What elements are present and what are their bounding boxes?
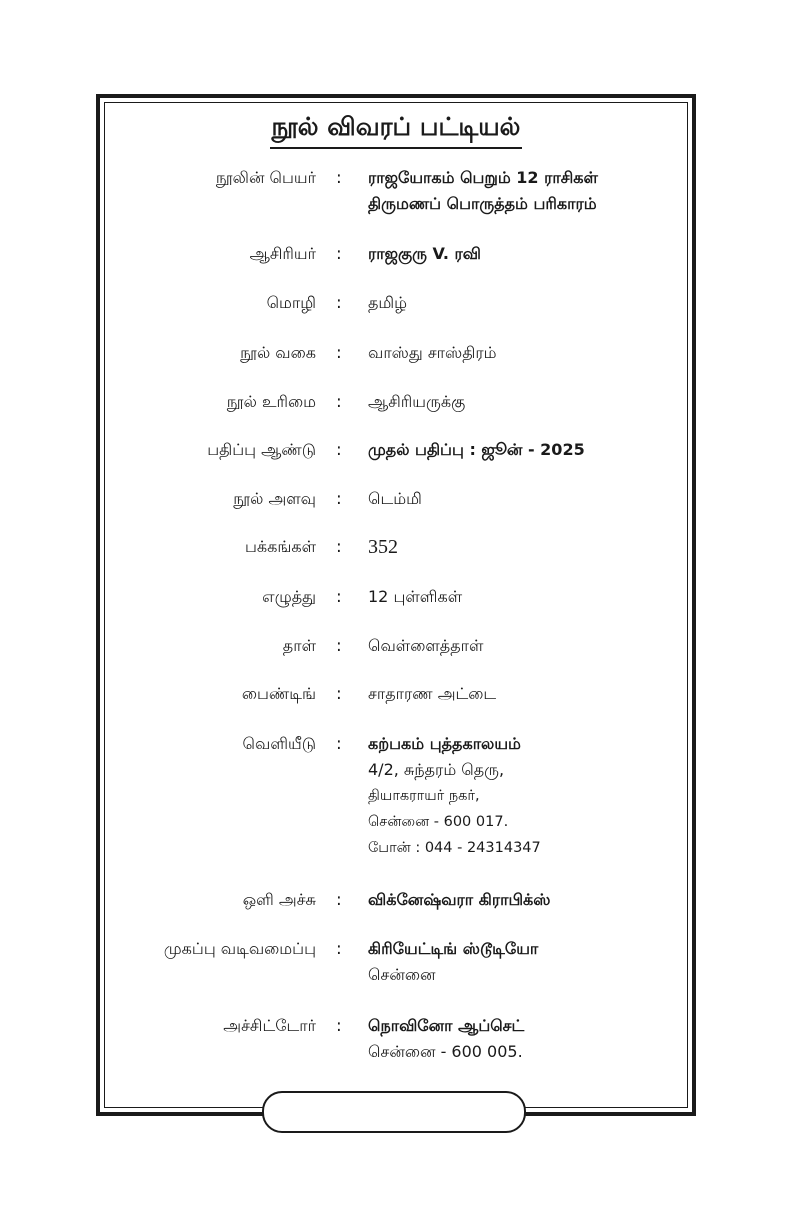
separator-colon: : <box>336 890 342 910</box>
label-publisher: வெளியீடு <box>242 734 316 753</box>
separator-colon: : <box>336 939 342 959</box>
separator-colon: : <box>336 684 342 704</box>
label-cover-design: முகப்பு வடிவமைப்பு <box>163 939 316 958</box>
value-pages: 352 <box>368 536 398 558</box>
value-book-type: வாஸ்து சாஸ்திரம் <box>368 343 497 362</box>
label-printer: அச்சிட்டோர் <box>223 1016 316 1035</box>
label-copyright: நூல் உரிமை <box>226 392 316 411</box>
separator-colon: : <box>336 587 342 607</box>
separator-colon: : <box>336 293 342 313</box>
separator-colon: : <box>336 537 342 557</box>
label-edition-year: பதிப்பு ஆண்டு <box>207 440 316 459</box>
label-pages: பக்கங்கள் <box>244 537 316 556</box>
value-copyright: ஆசிரியருக்கு <box>368 392 466 411</box>
label-book-type: நூல் வகை <box>240 343 316 362</box>
value-paper: வெள்ளைத்தாள் <box>368 636 484 655</box>
value-author: ராஜகுரு V. ரவி <box>368 244 481 263</box>
separator-colon: : <box>336 734 342 754</box>
separator-colon: : <box>336 1016 342 1036</box>
label-paper: தாள் <box>282 636 316 655</box>
label-author: ஆசிரியர் <box>249 244 316 263</box>
value-language: தமிழ் <box>368 293 408 312</box>
value-binding: சாதாரண அட்டை <box>368 684 497 703</box>
separator-colon: : <box>336 343 342 363</box>
value-font-size: 12 புள்ளிகள் <box>368 587 463 606</box>
label-font-size: எழுத்து <box>262 587 316 606</box>
page-title: நூல் விவரப் பட்டியல் <box>0 110 792 149</box>
value-book-name: ராஜயோகம் பெறும் 12 ராசிகள் திருமணப் பொருத்தம் பரிகாரம் <box>368 168 598 213</box>
value-cover-design: கிரியேட்டிங் ஸ்டூடியோ சென்னை <box>368 939 539 984</box>
label-language: மொழி <box>266 293 316 312</box>
label-typesetting: ஒளி அச்சு <box>242 890 316 909</box>
separator-colon: : <box>336 168 342 188</box>
bottom-tab-ornament <box>262 1091 526 1133</box>
label-book-name: நூலின் பெயர் <box>215 168 316 187</box>
label-binding: பைண்டிங் <box>241 684 316 703</box>
value-edition-year: முதல் பதிப்பு : ஜூன் - 2025 <box>368 440 585 459</box>
separator-colon: : <box>336 489 342 509</box>
separator-colon: : <box>336 244 342 264</box>
separator-colon: : <box>336 392 342 412</box>
value-publisher: கற்பகம் புத்தகாலயம் 4/2, சுந்தரம் தெரு, தியாகராயர் நகர், சென்னை - 600 017. போன் : 044 - 24314347 <box>368 734 541 856</box>
separator-colon: : <box>336 440 342 460</box>
value-book-size: டெம்மி <box>368 489 422 508</box>
value-printer: நொவினோ ஆப்செட் சென்னை - 600 005. <box>368 1016 525 1061</box>
separator-colon: : <box>336 636 342 656</box>
label-book-size: நூல் அளவு <box>233 489 316 508</box>
value-typesetting: விக்னேஷ்வரா கிராபிக்ஸ் <box>368 890 551 909</box>
